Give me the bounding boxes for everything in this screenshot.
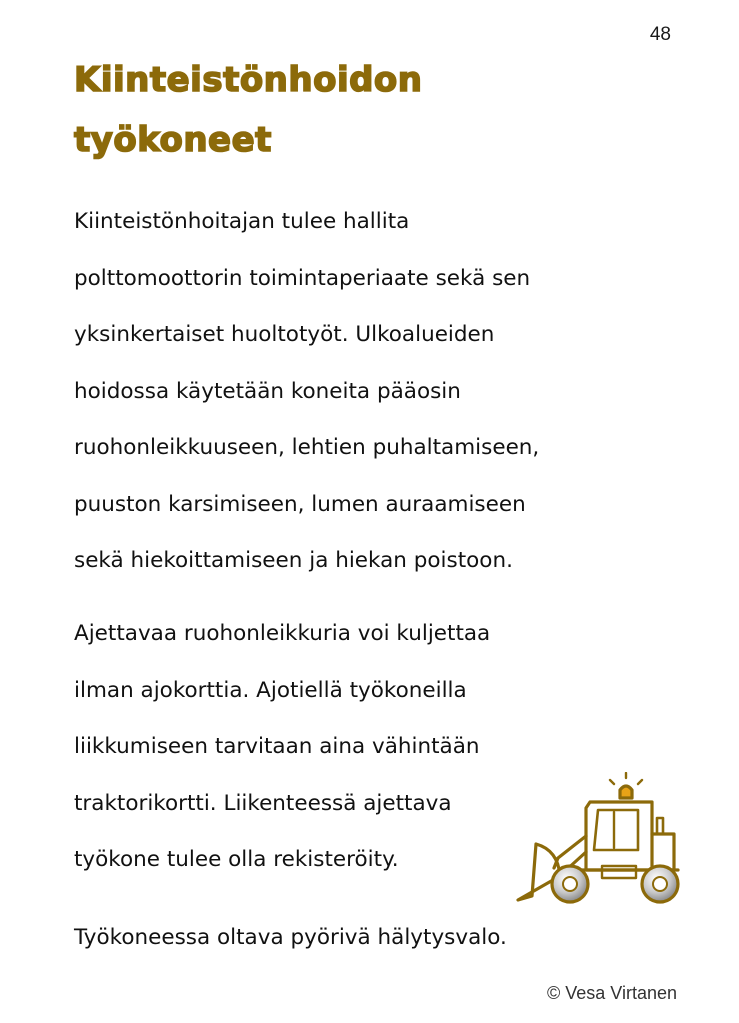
- title-line-2: työkoneet: [74, 120, 272, 160]
- paragraph-line: Työkoneessa oltava pyörivä hälytysvalo.: [74, 925, 507, 950]
- page-title: [74, 50, 423, 170]
- paragraph-line: työkone tulee olla rekisteröity.: [74, 847, 399, 872]
- paragraph-line: yksinkertaiset huoltotyöt. Ulkoalueiden: [74, 322, 495, 347]
- paragraph-licensing: [74, 606, 490, 889]
- paragraph-line: sekä hiekoittamiseen ja hiekan poistoon.: [74, 548, 513, 573]
- page-number: 48: [649, 24, 671, 45]
- paragraph-line: Ajettavaa ruohonleikkuria voi kuljettaa: [74, 621, 491, 646]
- paragraph-intro: [74, 194, 539, 590]
- paragraph-line: hoidossa käytetään koneita pääosin: [74, 378, 461, 404]
- paragraph-line: Kiinteistönhoitajan tulee hallita: [74, 209, 410, 234]
- wheel-loader-icon: [514, 772, 686, 907]
- paragraph-warning-light: [74, 910, 507, 967]
- title-line-1: Kiinteistönhoidon: [74, 60, 423, 100]
- copyright-notice: © Vesa Virtanen: [546, 983, 677, 1003]
- paragraph-line: ruohonleikkuuseen, lehtien puhaltamiseen,: [74, 435, 540, 460]
- paragraph-line: puuston karsimiseen, lumen auraamiseen: [74, 491, 526, 517]
- paragraph-line: ilman ajokorttia. Ajotiellä työkoneilla: [74, 677, 467, 703]
- paragraph-line: polttomoottorin toimintaperiaate sekä sen: [74, 265, 531, 291]
- paragraph-line: liikkumiseen tarvitaan aina vähintään: [74, 734, 480, 759]
- paragraph-line: traktorikortti. Liikenteessä ajettava: [74, 790, 452, 816]
